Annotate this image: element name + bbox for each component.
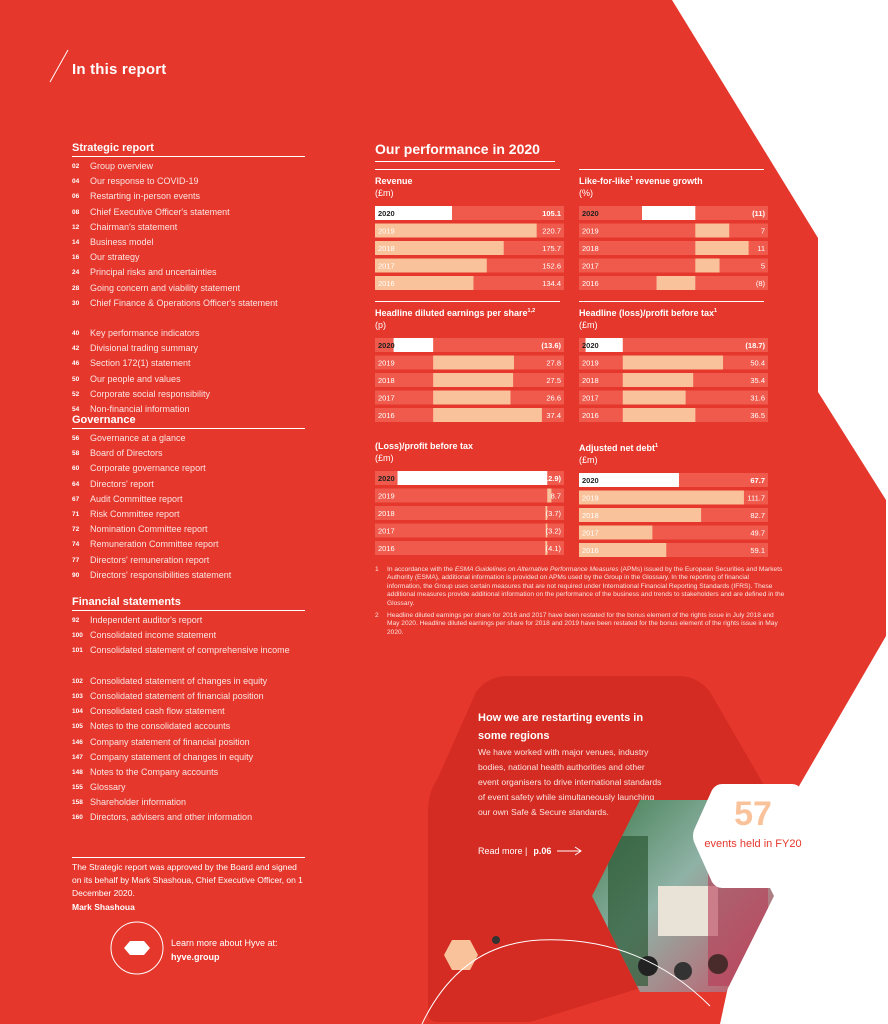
value-label: 7: [760, 226, 765, 236]
toc-page-number: 103: [72, 692, 83, 700]
toc-page-number: 72: [72, 526, 80, 534]
bar: [579, 491, 744, 505]
toc-entry-title[interactable]: Remuneration Committee report: [90, 539, 219, 550]
chart-title: Headline (loss)/profit before tax: [579, 308, 715, 318]
bar: [433, 391, 510, 405]
value-label: (8): [755, 279, 765, 288]
chart-unit: (£m): [375, 453, 394, 463]
toc-page-number: 101: [72, 647, 83, 655]
toc-entry-title[interactable]: Chief Executive Officer's statement: [90, 206, 230, 217]
value-label: (11): [752, 209, 765, 218]
toc-page-number: 16: [72, 254, 80, 262]
toc-entry[interactable]: [72, 205, 305, 220]
toc-entry[interactable]: [72, 674, 305, 689]
toc-entry[interactable]: [72, 628, 305, 643]
value-label: 36.5: [750, 411, 765, 420]
chart-title: (Loss)/profit before tax: [375, 441, 474, 451]
toc-entry[interactable]: [72, 431, 305, 446]
read-more-link[interactable]: [478, 846, 583, 856]
toc-entry[interactable]: [72, 613, 305, 628]
profit-before-tax-chart: [375, 437, 560, 556]
footnote-2: 2 Headline diluted earnings per share for 2016 and 2017 have been restated for the bonus element of the rights issue in July 2018 and May 2020. Headline diluted earnings per share for 2018 and 2019 have been restated for the bonus element of the rights issue in May 2020.: [375, 612, 778, 636]
approval-statement: [72, 857, 305, 914]
chart-unit: (£m): [579, 320, 598, 330]
toc-page-number: 77: [72, 556, 80, 564]
headline-profit-before-tax-chart: [579, 301, 764, 423]
toc-entry[interactable]: [72, 159, 305, 174]
value-label: 27.5: [546, 376, 561, 385]
value-label: (312.9): [537, 474, 561, 483]
chart-title: Revenue: [375, 176, 413, 186]
year-label: 2019: [582, 226, 599, 236]
toc-entry-title[interactable]: Our strategy: [90, 252, 140, 263]
bar-track: [579, 259, 768, 273]
value-label: 35.4: [750, 376, 765, 385]
toc-page-number: 67: [72, 495, 80, 503]
toc-entry[interactable]: [72, 750, 305, 765]
year-label: 2019: [582, 358, 599, 368]
learn-more-text: Learn more about Hyve at:: [171, 938, 278, 948]
year-label: 2017: [582, 261, 599, 271]
toc-entry-title[interactable]: Chief Finance & Operations Officer's statement: [90, 297, 278, 308]
toc-entry[interactable]: [72, 461, 305, 476]
toc-page-number: 46: [72, 360, 80, 368]
orbit-line-decoration: [420, 936, 720, 1024]
chart-title-footnote: 1,2: [527, 308, 536, 314]
value-label: 82.7: [750, 511, 765, 520]
toc-entry[interactable]: [72, 568, 305, 583]
toc-page-number: 71: [72, 510, 80, 518]
toc-page-number: 24: [72, 269, 80, 277]
value-label: 220.7: [542, 226, 561, 236]
value-label: 26.6: [546, 393, 561, 403]
bar: [623, 356, 723, 370]
bar: [375, 224, 537, 238]
year-label: 2020: [582, 209, 599, 218]
year-label: 2016: [582, 546, 599, 555]
revenue-chart: [375, 169, 560, 291]
year-label: 2016: [378, 544, 395, 553]
toc-page-number: 56: [72, 435, 80, 442]
year-label: 2016: [582, 279, 599, 288]
toc-page-number: 148: [72, 768, 83, 776]
year-label: 2020: [582, 341, 599, 350]
toc-entry-title[interactable]: Our response to COVID-19: [90, 176, 199, 187]
value-label: 27.8: [546, 358, 561, 368]
toc-page-number: 02: [72, 163, 80, 170]
year-label: 2018: [582, 376, 599, 385]
read-more-page[interactable]: p.06: [533, 846, 552, 856]
toc-page-number: 30: [72, 299, 80, 307]
bar-track: [375, 489, 564, 503]
toc-entry-title[interactable]: Directors' report: [90, 478, 154, 489]
read-more-label[interactable]: Read more |: [478, 846, 528, 856]
toc-entry-title[interactable]: Board of Directors: [90, 448, 163, 459]
chart-title-footnote: 1: [714, 308, 718, 314]
year-label: 2017: [378, 261, 395, 271]
toc-entry-title[interactable]: Corporate social responsibility: [90, 388, 211, 399]
value-label: 37.4: [546, 411, 561, 420]
toc-entry[interactable]: [72, 174, 305, 189]
toc-entry-title[interactable]: Restarting in-person events: [90, 191, 201, 202]
bar-track: [375, 541, 564, 555]
value-label: 8.7: [550, 491, 561, 501]
bar: [695, 259, 719, 273]
chart-title-tail: revenue growth: [633, 176, 703, 186]
toc-page-number: 160: [72, 814, 83, 822]
toc-entry[interactable]: [72, 810, 305, 825]
toc-page-number: 58: [72, 450, 80, 458]
toc-entry-title[interactable]: Directors, advisers and other information: [90, 812, 253, 823]
toc-entry[interactable]: [72, 477, 305, 492]
toc-page-number: 04: [72, 178, 80, 186]
year-label: 2020: [378, 341, 395, 350]
toc-entry-title[interactable]: Consolidated income statement: [90, 630, 217, 641]
toc-page-number: 14: [72, 238, 80, 246]
chart-unit: (£m): [375, 188, 394, 198]
toc-page-number: 74: [72, 541, 80, 549]
approval-text: The Strategic report was approved by the Board and signed on its behalf by Mark Shashoua, Chief Executive Officer, on 1 December 2020.: [72, 862, 303, 899]
value-label: 50.4: [750, 358, 765, 368]
year-label: 2019: [378, 358, 395, 368]
chart-unit: (%): [579, 188, 593, 198]
value-label: 175.7: [542, 244, 561, 253]
toc-page-number: 06: [72, 193, 80, 201]
toc-entry-title[interactable]: Chairman's statement: [90, 221, 178, 232]
toc-entry-title[interactable]: Consolidated statement of financial position: [90, 690, 264, 701]
toc-entry[interactable]: [72, 250, 305, 265]
toc-page-number: 146: [72, 738, 83, 746]
toc-page-number: 60: [72, 465, 80, 473]
toc-page-number: 28: [72, 284, 80, 292]
toc-page-number: 90: [72, 571, 80, 579]
toc-page-number: 40: [72, 330, 80, 338]
year-label: 2017: [378, 526, 395, 536]
toc-entry[interactable]: [72, 372, 305, 387]
year-label: 2019: [582, 493, 599, 503]
toc-entry-title[interactable]: Consolidated cash flow statement: [90, 706, 225, 717]
toc-entry-title[interactable]: Directors' responsibilities statement: [90, 569, 232, 580]
year-label: 2018: [582, 244, 599, 253]
toc-entry[interactable]: [72, 719, 305, 734]
toc-entry[interactable]: [72, 553, 305, 568]
toc-entry-title[interactable]: Company statement of financial position: [90, 736, 250, 747]
strategic-report-list: [72, 159, 305, 417]
toc-entry[interactable]: [72, 341, 305, 356]
adjusted-net-debt-chart: [579, 437, 764, 558]
year-label: 2016: [582, 411, 599, 420]
year-label: 2020: [378, 474, 395, 483]
hyve-website-link[interactable]: hyve.group: [171, 952, 220, 962]
footnotes: [375, 566, 785, 641]
toc-entry-title[interactable]: Notes to the consolidated accounts: [90, 721, 231, 732]
value-label: 11: [757, 244, 765, 253]
toc-page-number: 50: [72, 375, 80, 383]
toc-entry[interactable]: [72, 537, 305, 552]
toc-entry[interactable]: [72, 235, 305, 250]
toc-page-number: 64: [72, 480, 80, 488]
toc-page-number: 100: [72, 632, 83, 640]
value-label: (13.6): [541, 341, 561, 350]
value-label: (3.7): [545, 509, 561, 518]
toc-entry-title[interactable]: Consolidated statement of changes in equity: [90, 675, 268, 686]
value-label: 134.4: [542, 279, 561, 288]
toc-entry[interactable]: [72, 795, 305, 810]
year-label: 2017: [582, 528, 599, 538]
toc-entry[interactable]: [72, 326, 305, 341]
bar: [433, 408, 542, 422]
events-held-label: events held in FY20: [704, 838, 802, 850]
bar: [623, 373, 693, 387]
toc-entry-title[interactable]: Notes to the Company accounts: [90, 766, 219, 777]
year-label: 2016: [378, 279, 395, 288]
toc-entry[interactable]: [72, 356, 305, 371]
governance-list: [72, 431, 305, 583]
toc-entry[interactable]: [72, 281, 305, 296]
value-label: (4.1): [545, 544, 561, 553]
governance-heading: Governance: [72, 414, 305, 429]
chart-title-footnote: 1: [655, 443, 659, 449]
restart-body: We have worked with major venues, industry bodies, national health authorities and other event organisers to drive international standards of event safety while simultaneously launching our own Safe & Secure standards.: [478, 747, 662, 817]
toc-entry-title[interactable]: Audit Committee report: [90, 493, 183, 504]
year-label: 2020: [378, 209, 395, 218]
toc-page-number: 08: [72, 208, 80, 216]
toc-entry-title[interactable]: Glossary: [90, 782, 126, 793]
toc-entry-title[interactable]: Going concern and viability statement: [90, 282, 241, 293]
toc-entry-title[interactable]: Non-financial information: [90, 404, 190, 415]
toc-entry-title[interactable]: Business model: [90, 236, 154, 247]
value-label: 152.6: [542, 261, 561, 271]
chart-unit: (p): [375, 320, 386, 330]
like-for-like-growth-chart: [579, 169, 764, 291]
toc-entry-title[interactable]: Independent auditor's report: [90, 615, 203, 625]
bar: [398, 471, 548, 485]
bar: [695, 241, 748, 255]
value-label: 111.7: [747, 493, 765, 503]
toc-entry-title[interactable]: Company statement of changes in equity: [90, 751, 254, 762]
bar: [433, 373, 513, 387]
toc-page-number: 105: [72, 723, 83, 731]
toc-entry[interactable]: [72, 735, 305, 750]
toc-entry[interactable]: [72, 689, 305, 704]
year-label: 2018: [582, 511, 599, 520]
year-label: 2017: [378, 393, 395, 403]
value-label: 49.7: [750, 528, 765, 538]
bar: [695, 224, 729, 238]
bar: [433, 356, 514, 370]
toc-entry-title[interactable]: Directors' remuneration report: [90, 554, 210, 565]
value-label: 105.1: [542, 209, 561, 218]
strategic-report-heading: Strategic report: [72, 142, 305, 157]
toc-entry-title[interactable]: Key performance indicators: [90, 328, 200, 339]
toc-page-number: 158: [72, 799, 83, 807]
toc-entry[interactable]: [72, 492, 305, 507]
year-label: 2019: [378, 226, 395, 236]
year-label: 2017: [582, 393, 599, 403]
arrow-right-icon: [557, 846, 583, 856]
events-held-number: 57: [734, 795, 772, 833]
performance-title: Our performance in 2020: [375, 141, 555, 162]
toc-entry-title[interactable]: Divisional trading summary: [90, 343, 199, 354]
financial-statements-list: [72, 613, 305, 826]
year-label: 2018: [378, 509, 395, 518]
value-label: (18.7): [745, 341, 765, 350]
bar: [623, 391, 686, 405]
toc-entry[interactable]: [72, 387, 305, 402]
toc-entry[interactable]: [72, 446, 305, 461]
toc-entry-title[interactable]: Principal risks and uncertainties: [90, 267, 217, 278]
toc-page-number: 12: [72, 223, 80, 231]
toc-page-number: 104: [72, 708, 83, 716]
toc-entry-title[interactable]: Our people and values: [90, 373, 181, 384]
toc-entry[interactable]: [72, 780, 305, 795]
chart-title: Like-for-like: [579, 176, 631, 186]
headline-eps-chart: [375, 301, 560, 423]
chart-unit: (£m): [579, 455, 598, 465]
value-label: (3.2): [545, 526, 561, 536]
bar-track: [375, 524, 564, 538]
footnote-1: 1 In accordance with the ESMA Guidelines on Alternative Performance Measures (APMs) issued by the European Securities and Markets Authority (ESMA), additional information is provided on APMs used by the Group in the Glossary. In the reporting of financial information, the Group uses certain measures that are not required under International Financial Reporting Standards (IFRS). These additional measures provide additional information on the performance of the business and trends to stakeholders and are defined in the Glossary.: [375, 566, 785, 607]
restart-title: How we are restarting events in some regions: [478, 712, 644, 742]
toc-entry-title[interactable]: Corporate governance report: [90, 463, 206, 474]
toc-entry[interactable]: [72, 643, 305, 673]
toc-entry[interactable]: [72, 265, 305, 280]
toc-entry[interactable]: [72, 189, 305, 204]
signatory-name: Mark Shashoua: [72, 901, 135, 912]
slash-decoration: [48, 48, 70, 84]
toc-page-number: 92: [72, 617, 80, 624]
toc-page-number: 102: [72, 677, 83, 685]
year-label: 2018: [378, 244, 395, 253]
toc-entry[interactable]: [72, 765, 305, 780]
toc-page-number: 42: [72, 345, 80, 353]
chart-title-footnote: 1: [630, 176, 634, 182]
bar: [642, 206, 695, 220]
bar-track: [375, 506, 564, 520]
year-label: 2018: [378, 376, 395, 385]
bar-track: [579, 224, 768, 238]
toc-entry-title[interactable]: Governance at a glance: [90, 433, 186, 443]
bar: [623, 408, 696, 422]
toc-entry-title[interactable]: Shareholder information: [90, 797, 187, 808]
value-label: 5: [760, 261, 765, 271]
toc-page-number: 54: [72, 406, 80, 414]
value-label: 67.7: [750, 476, 765, 485]
financial-statements-heading: Financial statements: [72, 596, 305, 611]
year-label: 2019: [378, 491, 395, 501]
chart-title: Adjusted net debt: [579, 443, 655, 453]
toc-entry[interactable]: [72, 296, 305, 326]
learn-more: [171, 936, 278, 964]
toc-entry[interactable]: [72, 507, 305, 522]
toc-entry[interactable]: [72, 220, 305, 235]
toc-entry-title[interactable]: Consolidated statement of comprehensive income: [90, 645, 290, 656]
bar: [394, 338, 434, 352]
toc-page-number: 147: [72, 753, 83, 761]
bar: [657, 276, 696, 290]
toc-entry[interactable]: [72, 704, 305, 719]
toc-entry-title[interactable]: Group overview: [90, 161, 154, 171]
toc-entry-title[interactable]: Section 172(1) statement: [90, 358, 191, 369]
value-label: 59.1: [750, 546, 765, 555]
value-label: 31.6: [750, 393, 765, 403]
year-label: 2020: [582, 476, 599, 485]
year-label: 2016: [378, 411, 395, 420]
toc-entry-title[interactable]: Nomination Committee report: [90, 524, 208, 535]
toc-page-number: 52: [72, 390, 80, 398]
page-title: In this report: [72, 61, 167, 78]
toc-entry[interactable]: [72, 522, 305, 537]
chart-title: Headline diluted earnings per share: [375, 308, 528, 318]
toc-page-number: 155: [72, 784, 83, 792]
toc-entry-title[interactable]: Risk Committee report: [90, 508, 180, 519]
hyve-hexagon-icon[interactable]: [109, 920, 165, 976]
